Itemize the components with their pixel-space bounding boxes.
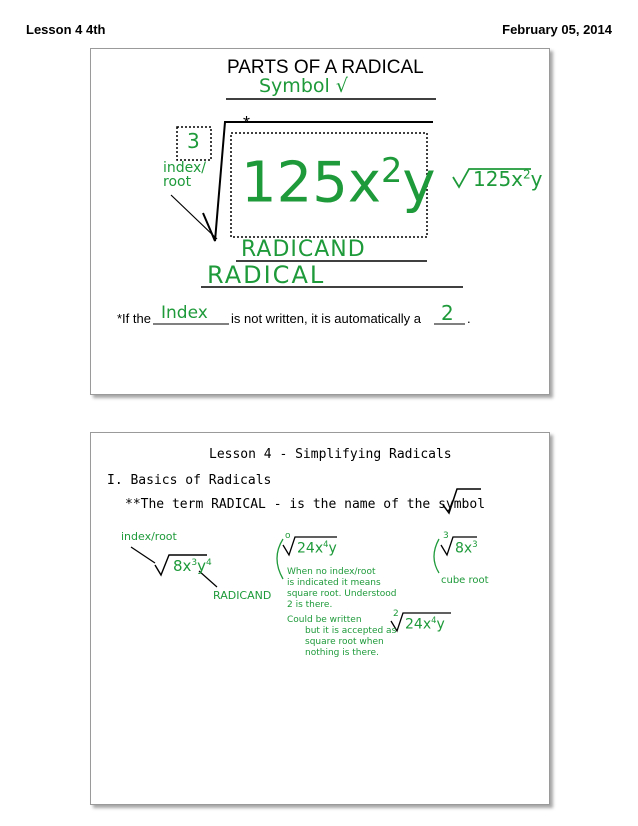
note-middle: is not written, it is automatically a <box>231 311 422 326</box>
expr2-y: y <box>328 540 337 557</box>
slide-parts-of-radical <box>90 48 550 395</box>
note-b-line3: square root when <box>305 637 384 647</box>
expr2 <box>297 539 337 557</box>
radicand-label: RADICAND <box>213 589 272 602</box>
term-line: **The term RADICAL - is the name of the symbol <box>125 497 486 512</box>
note-a-line2: is indicated it means <box>287 578 381 588</box>
note-b-line4: nothing is there. <box>305 648 379 658</box>
expr3-base: 8x <box>455 540 473 557</box>
note-a-line3: square root. Understood <box>287 589 397 599</box>
note-a-line4: 2 is there. <box>287 600 333 610</box>
radicand-base: 125x <box>241 150 382 216</box>
slide1-drawing <box>91 49 549 394</box>
expr1-exp2: 4 <box>206 558 212 568</box>
note-b-line2: but it is accepted as <box>305 626 397 636</box>
side-expression <box>473 167 543 191</box>
expr2-index: o <box>285 531 291 541</box>
expr4 <box>405 615 445 633</box>
item-basics: I. Basics of Radicals <box>107 473 272 488</box>
expr4-index: 2 <box>393 609 399 619</box>
expr4-base: 24x <box>405 616 432 633</box>
note-fill-two: 2 <box>441 301 454 325</box>
expr1-base: 8x <box>173 557 192 575</box>
slide2-title: Lesson 4 - Simplifying Radicals <box>209 447 452 462</box>
radicand-expression <box>241 139 436 216</box>
asterisk: * <box>243 113 251 133</box>
expr1-y: y <box>197 557 207 575</box>
expr2-exp: 4 <box>323 539 329 549</box>
expr1-exp1: 3 <box>191 558 198 568</box>
note-prefix: *If the <box>117 311 151 326</box>
expr1 <box>173 557 212 575</box>
symbol-note: Symbol √ <box>259 75 348 97</box>
note-fill-index: Index <box>161 303 208 323</box>
radicand-exponent: 2 <box>381 151 403 190</box>
side-y: y <box>530 167 543 191</box>
slide-simplifying-radicals <box>90 432 550 805</box>
index-root-label: index/root <box>121 530 177 543</box>
index-label <box>163 161 206 189</box>
index-value: 3 <box>187 129 200 153</box>
cube-root-label: cube root <box>441 575 489 586</box>
label-radical: RADICAL <box>207 261 326 289</box>
header-date: February 05, 2014 <box>502 22 612 37</box>
note-no-index <box>287 567 396 611</box>
slide1-title: PARTS OF A RADICAL <box>227 57 424 78</box>
note-b-line1: Could be written <box>287 615 362 625</box>
header-left: Lesson 4 4th <box>26 22 106 37</box>
expr4-exp: 4 <box>431 615 437 625</box>
expr2-base: 24x <box>297 540 324 557</box>
expr3 <box>455 539 478 557</box>
expr4-y: y <box>436 616 445 633</box>
radicand-y: y <box>402 150 436 216</box>
note-a-line1: When no index/root <box>287 567 376 577</box>
label-radicand: RADICAND <box>241 237 366 262</box>
index-label-line1: index/ <box>163 160 207 176</box>
expr3-exp: 3 <box>472 539 478 549</box>
note-end: . <box>467 311 471 326</box>
side-base: 125x <box>473 167 524 191</box>
note-could-be-written <box>287 615 396 659</box>
expr3-index: 3 <box>443 531 449 541</box>
index-label-line2: root <box>163 174 192 190</box>
side-exponent: 2 <box>523 167 531 182</box>
